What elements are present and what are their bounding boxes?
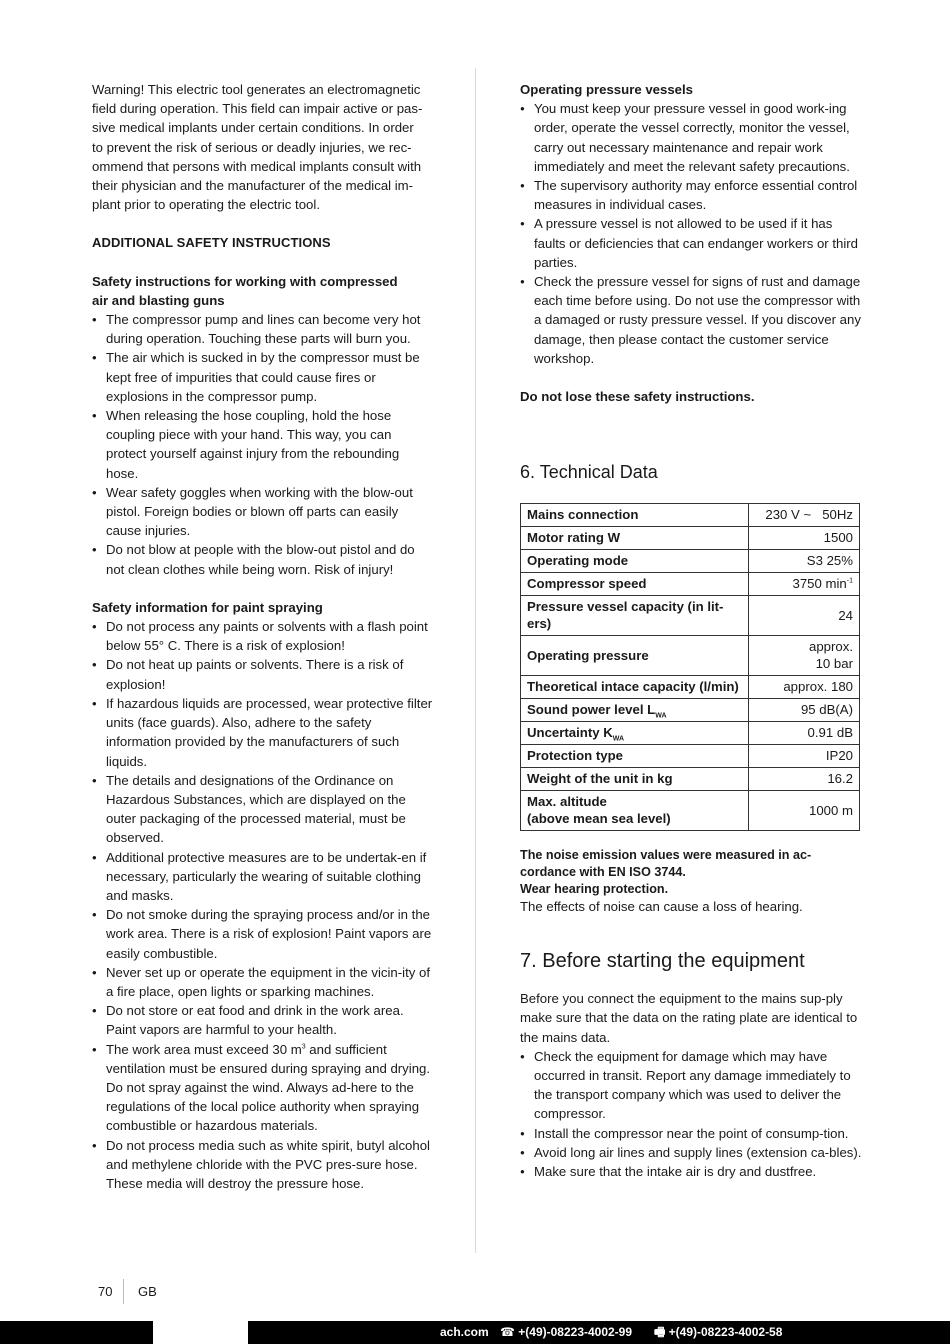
- uncertainty-subscript: WA: [612, 735, 625, 743]
- table-row: [521, 550, 860, 573]
- list-item: • Do not blow at people with the blow-out pistol and do not clean clothes while being worn. Risk of injury!: [92, 540, 435, 578]
- compressed-air-heading-line2: air and blasting guns: [92, 292, 225, 308]
- list-item: • Additional protective measures are to be undertak-en if necessary, particularly the wearing of suitable clothing and masks.: [92, 848, 435, 906]
- table-key: Operating pressure: [521, 636, 749, 676]
- table-row: [521, 573, 860, 596]
- table-key: Operating mode: [521, 550, 749, 573]
- speed-value: 3750 min: [792, 576, 847, 591]
- work-area-text: The work area must exceed 30 m: [106, 1041, 302, 1057]
- table-key: [521, 722, 749, 745]
- table-row: [521, 722, 860, 745]
- list-item: • Do not process any paints or solvents with a flash point below 55° C. There is a risk of explosion!: [92, 617, 435, 655]
- paint-spraying-list: [92, 617, 435, 1193]
- table-row: [521, 768, 860, 791]
- fax-number: 🖷 +(49)-08223-4002-58: [654, 1325, 783, 1339]
- table-value: [749, 573, 860, 596]
- technical-data-heading: 6. Technical Data: [520, 462, 658, 483]
- table-value: approx. 180: [749, 676, 860, 699]
- table-key: Theoretical intace capacity (l/min): [521, 676, 749, 699]
- footer-contact-bar: [248, 1321, 950, 1344]
- text-line: plant prior to operating the electric tool.: [92, 197, 320, 213]
- table-value: 24: [749, 596, 860, 636]
- compressed-air-list: [92, 310, 435, 579]
- language-code: GB: [138, 1284, 157, 1299]
- table-key: [521, 791, 749, 831]
- website-fragment: ach.com: [440, 1325, 489, 1339]
- speed-superscript: -1: [846, 577, 853, 585]
- text-line: The effects of noise can cause a loss of hearing.: [520, 899, 803, 915]
- keep-instructions-note: Do not lose these safety instructions.: [520, 389, 755, 405]
- before-starting-intro: Before you connect the equipment to the mains sup-ply make sure that the data on the rating plate are identical to the mains data.: [520, 991, 858, 1045]
- compressed-air-heading: Safety instructions for working with compressed: [92, 273, 398, 289]
- table-value: S3 25%: [749, 550, 860, 573]
- list-item: • When releasing the hose coupling, hold the hose coupling piece with your hand. This way, you can protect yourself against injury from the rebounding hose.: [92, 406, 435, 483]
- table-key: Weight of the unit in kg: [521, 768, 749, 791]
- text-line: sive medical implants under certain conditions. In order: [92, 120, 414, 136]
- technical-data-table: [520, 503, 860, 831]
- column-divider: [475, 68, 476, 1253]
- table-row: [521, 676, 860, 699]
- before-starting-list: [520, 1047, 862, 1181]
- table-row: [521, 504, 860, 527]
- altitude-label-line2: (above mean sea level): [527, 810, 671, 826]
- text-line: Warning! This electric tool generates an electromagnetic: [92, 82, 421, 97]
- before-starting-heading: 7. Before starting the equipment: [520, 950, 805, 973]
- list-item: • The compressor pump and lines can become very hot during operation. Touching these parts will burn you.: [92, 310, 435, 348]
- table-key: Pressure vessel capacity (in lit-ers): [521, 596, 749, 636]
- table-key: Compressor speed: [521, 573, 749, 596]
- list-item-work-area: [92, 1040, 435, 1136]
- table-row: [521, 791, 860, 831]
- list-item: ● Avoid long air lines and supply lines (extension ca-bles).: [520, 1143, 862, 1162]
- right-column: [520, 80, 862, 1181]
- list-item: • Do not heat up paints or solvents. There is a risk of explosion!: [92, 655, 435, 693]
- table-value: 95 dB(A): [749, 699, 860, 722]
- work-area-text-cont: and sufficient ventilation must be ensured during spraying and drying. Do not spray against the wind. Always ad-here to the regulations of the local police authority when spraying combustible or hazardous materials.: [106, 1041, 431, 1134]
- paint-spraying-heading: Safety information for paint spraying: [92, 599, 323, 615]
- table-row: [521, 636, 860, 676]
- pressure-vessels-list: [520, 99, 862, 368]
- table-value: 1000 m: [749, 791, 860, 831]
- list-item: ● The supervisory authority may enforce essential control measures in individual cases.: [520, 176, 862, 214]
- list-item: ● Check the pressure vessel for signs of rust and damage each time before using. Do not use the compressor with a damaged or rusty pressure vessel. If you discover any damage, then please contact the customer service workshop.: [520, 272, 862, 368]
- table-value: 230 V ~ 50Hz: [749, 504, 860, 527]
- list-item: • The air which is sucked in by the compressor must be kept free of impurities that could cause fires or explosions in the compressor pump.: [92, 348, 435, 406]
- table-value: IP20: [749, 745, 860, 768]
- table-value: 1500: [749, 527, 860, 550]
- table-row: [521, 699, 860, 722]
- table-row: [521, 596, 860, 636]
- footer-bar-left: [0, 1321, 153, 1344]
- pressure-vessels-heading: Operating pressure vessels: [520, 82, 693, 97]
- list-item: • Never set up or operate the equipment in the vicin-ity of a fire place, open lights or sparking machines.: [92, 963, 435, 1001]
- list-item: ● Make sure that the intake air is dry and dustfree.: [520, 1162, 862, 1181]
- table-key: Mains connection: [521, 504, 749, 527]
- uncertainty-label: Uncertainty K: [527, 725, 613, 740]
- table-value: 0.91 dB: [749, 722, 860, 745]
- table-key: Protection type: [521, 745, 749, 768]
- list-item: ● You must keep your pressure vessel in good work-ing order, operate the vessel correctly, monitor the vessel, carry out necessary maintenance and repair work immediately and meet the relevant safety precautions.: [520, 99, 862, 176]
- list-item: ● A pressure vessel is not allowed to be used if it has faults or deficiencies that can endanger workers or third parties.: [520, 214, 862, 272]
- emf-warning-paragraph: [92, 80, 435, 214]
- table-key: [521, 699, 749, 722]
- list-item: • Do not process media such as white spirit, butyl alcohol and methylene chloride with the PVC pres-sure hose. These media will destroy the pressure hose.: [92, 1136, 435, 1194]
- altitude-label: Max. altitude: [527, 794, 607, 810]
- additional-safety-heading: ADDITIONAL SAFETY INSTRUCTIONS: [92, 235, 331, 251]
- table-row: [521, 745, 860, 768]
- footer-separator: [123, 1279, 124, 1304]
- table-value: approx. 10 bar: [749, 636, 860, 676]
- phone-number: ☎ +(49)-08223-4002-99: [500, 1325, 633, 1339]
- list-item: • The details and designations of the Ordinance on Hazardous Substances, which are displayed on the outer packaging of the processed material, must be observed.: [92, 771, 435, 848]
- sound-subscript: WA: [655, 712, 667, 720]
- text-line: Wear hearing protection.: [520, 882, 669, 897]
- list-item: • If hazardous liquids are processed, wear protective filter units (face guards). Also, adhere to the safety information provided by the manufacturers of such liquids.: [92, 694, 435, 771]
- noise-emission-note: [520, 847, 862, 915]
- list-item: • Wear safety goggles when working with the blow-out pistol. Foreign bodies or blown off parts can easily cause injuries.: [92, 483, 435, 541]
- list-item: ● Install the compressor near the point of consump-tion.: [520, 1124, 862, 1143]
- text-line: The noise emission values were measured in ac-: [520, 848, 812, 863]
- table-key: Motor rating W: [521, 527, 749, 550]
- text-line: ommend that persons with medical implants consult with: [92, 158, 422, 174]
- list-item: • Do not store or eat food and drink in the work area. Paint vapors are harmful to your health.: [92, 1001, 435, 1039]
- table-value: 16.2: [749, 768, 860, 791]
- text-line: cordance with EN ISO 3744.: [520, 865, 686, 880]
- table-row: [521, 527, 860, 550]
- text-line: to prevent the risk of serious or deadly injuries, we rec-: [92, 139, 412, 155]
- cubic-superscript: 3: [301, 1043, 306, 1051]
- text-line: field during operation. This field can impair active or pas-: [92, 101, 423, 117]
- left-column: [92, 80, 435, 1193]
- page-number: 70: [98, 1284, 113, 1299]
- list-item: ● Check the equipment for damage which may have occurred in transit. Report any damage immediately to the transport company which was used to deliver the compressor.: [520, 1047, 862, 1124]
- sound-label: Sound power level L: [527, 702, 656, 717]
- text-line: their physician and the manufacturer of the medical im-: [92, 178, 414, 194]
- list-item: • Do not smoke during the spraying process and/or in the work area. There is a risk of explosion! Paint vapors are easily combustible.: [92, 905, 435, 963]
